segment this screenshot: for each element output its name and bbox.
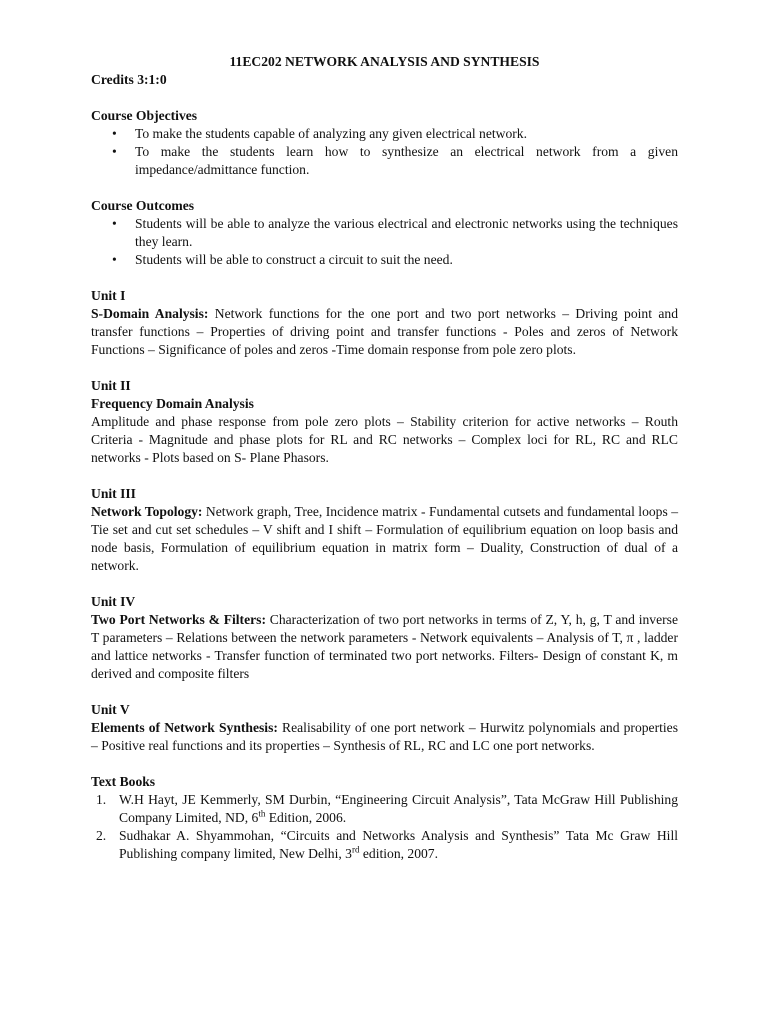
unit-description [91,611,678,683]
text-books-list [91,791,678,863]
list-item [91,215,678,251]
unit-topic: Two Port Networks & Filters: [91,612,266,627]
unit-1 [91,287,678,359]
unit-text: Amplitude and phase response from pole zero plots – Stability criterion for active networks – Routh Criteria - Magnitude and phase plots for RL and RC networks – Complex loci for RL, RC and RLC networks - Plots based on S- Plane Phasors. [91,414,678,465]
unit-topic: Elements of Network Synthesis: [91,720,278,735]
outcome-text: Students will be able to construct a circuit to suit the need. [135,252,453,267]
list-item [91,251,678,269]
text-books-heading: Text Books [91,774,156,789]
course-title: 11EC202 NETWORK ANALYSIS AND SYNTHESIS [229,54,540,69]
unit-title: Unit III [91,486,136,501]
book-citation-end: Edition, 2006. [265,810,347,825]
book-citation: W.H Hayt, JE Kemmerly, SM Durbin, “Engineering Circuit Analysis”, Tata McGraw Hill Publishing Company Limited, ND, 6 [119,792,678,825]
unit-description [91,719,678,755]
outcomes-heading: Course Outcomes [91,198,195,213]
unit-title: Unit V [91,702,130,717]
unit-topic: S-Domain Analysis: [91,306,209,321]
objectives-list [91,125,678,179]
ordinal-suffix: rd [351,844,360,855]
unit-description [91,503,678,575]
bullet-icon: • [112,252,117,267]
item-number: 2. [96,828,107,843]
list-item [91,791,678,827]
unit-text: Network graph, Tree, Incidence matrix - Fundamental cutsets and fundamental loops – Tie set and cut set schedules – V shift and I shift – Formulation of equilibrium equation on loop basis and node basis, Formulation of equilibrium equation in matrix form – Duality, Construction of dual of a network. [91,504,679,573]
unit-description [91,305,678,359]
book-citation-end: edition, 2007. [359,846,439,861]
objective-text: To make the students learn how to synthesize an electrical network from a given impedance/admittance function. [135,144,678,177]
unit-text: Network functions for the one port and two port networks – Driving point and transfer functions – Properties of driving point and transfer functions - Poles and zeros of Network Functions – Significance of poles and zeros -Time domain response from pole zero plots. [91,306,678,357]
unit-text: Characterization of two port networks in terms of Z, Y, h, g, T and inverse T parameters – Relations between the network parameters - Network equivalents – Analysis of T, π , ladder and lattice networks - Transfer function of terminated two port networks. Filters- Design of constant K, m derived and composite filters [91,612,678,681]
unit-4 [91,593,678,683]
document-body [91,53,678,863]
unit-title: Unit IV [91,594,136,609]
unit-2 [91,377,678,467]
unit-topic: Frequency Domain Analysis [91,396,254,411]
bullet-icon: • [112,216,117,231]
unit-5 [91,701,678,755]
unit-description [91,413,678,467]
unit-title: Unit I [91,288,126,303]
unit-topic: Network Topology: [91,504,203,519]
outcomes-list [91,215,678,269]
list-item [91,827,678,863]
book-citation: Sudhakar A. Shyammohan, “Circuits and Networks Analysis and Synthesis” Tata Mc Graw Hill Publishing company limited, New Delhi, 3 [119,828,678,861]
bullet-icon: • [112,144,117,159]
ordinal-suffix: th [258,808,266,819]
list-item [91,125,678,143]
unit-title: Unit II [91,378,131,393]
outcome-text: Students will be able to analyze the various electrical and electronic networks using the techniques they learn. [135,216,678,249]
objective-text: To make the students capable of analyzing any given electrical network. [135,126,527,141]
item-number: 1. [96,792,107,807]
unit-text: Realisability of one port network – Hurwitz polynomials and properties – Positive real functions and its properties – Synthesis of RL, RC and LC one port networks. [91,720,678,753]
unit-3 [91,485,678,575]
objectives-heading: Course Objectives [91,108,198,123]
bullet-icon: • [112,126,117,141]
list-item [91,143,678,179]
course-credits: Credits 3:1:0 [91,72,167,87]
